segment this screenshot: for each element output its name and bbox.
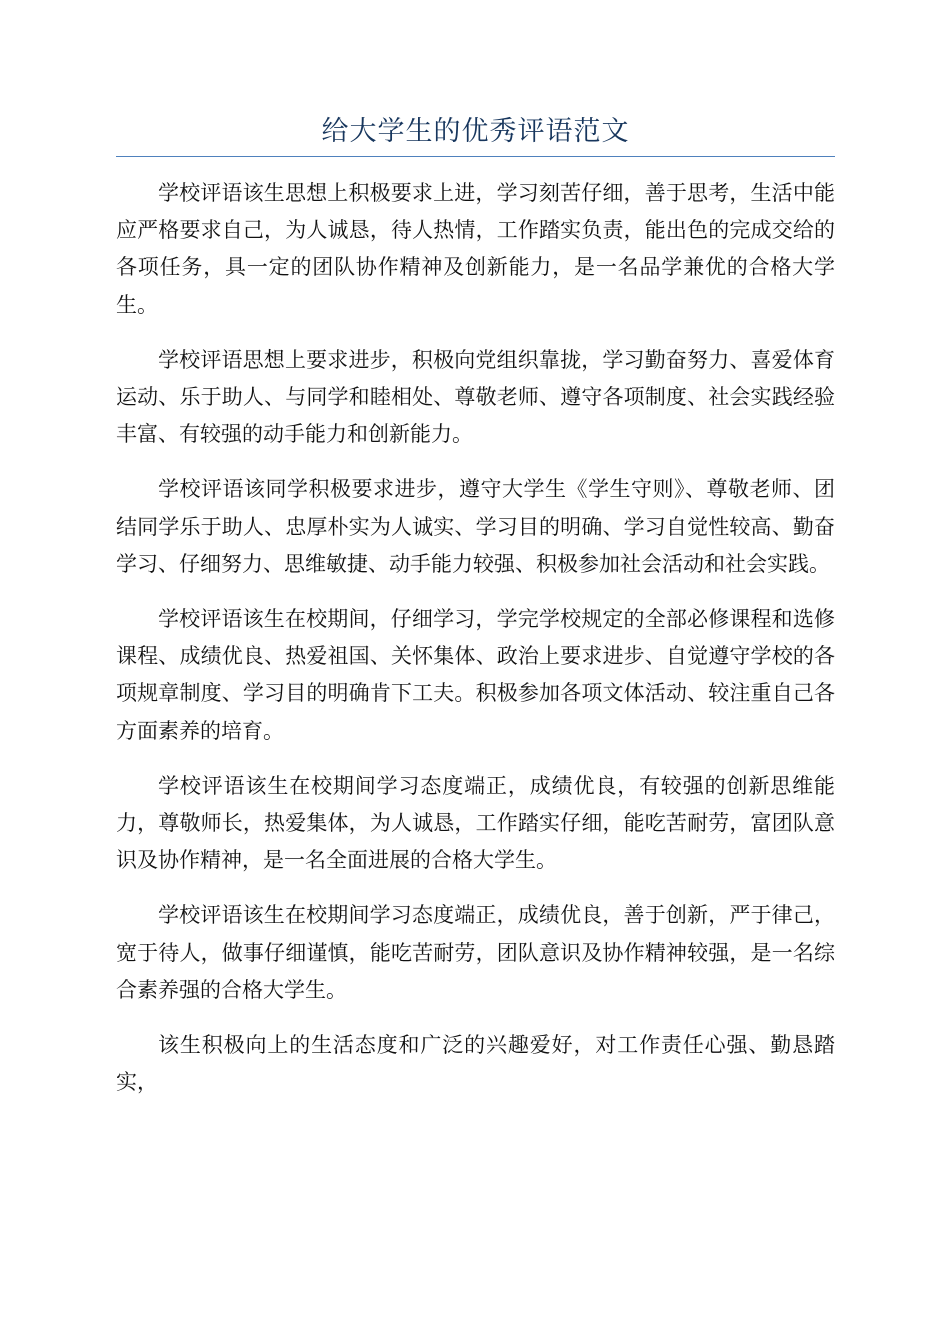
- document-title: 给大学生的优秀评语范文: [321, 116, 630, 147]
- paragraph-3: 学校评语该同学积极要求进步，遵守大学生《学生守则》、尊敬老师、团结同学乐于助人、忠厚朴实为人诚实、学习目的明确、学习自觉性较高、勤奋学习、仔细努力、思维敏捷、动手能力较强、积极参加社会活动和社会实践。: [116, 477, 835, 576]
- title-block: [116, 112, 835, 157]
- paragraph-2: 学校评语思想上要求进步，积极向党组织靠拢，学习勤奋努力、喜爱体育运动、乐于助人、与同学和睦相处、尊敬老师、遵守各项制度、社会实践经验丰富、有较强的动手能力和创新能力。: [116, 347, 835, 447]
- paragraph-6: 学校评语该生在校期间学习态度端正，成绩优良，善于创新，严于律己，宽于待人，做事仔细谨慎，能吃苦耐劳，团队意识及协作精神较强，是一名综合素养强的合格大学生。: [116, 903, 835, 1002]
- document-body: [116, 175, 835, 1119]
- paragraph-5: 学校评语该生在校期间学习态度端正，成绩优良，有较强的创新思维能力，尊敬师长，热爱集体，为人诚恳，工作踏实仔细，能吃苦耐劳，富团队意识及协作精神，是一名全面进展的合格大学生。: [116, 773, 835, 873]
- paragraph-4: 学校评语该生在校期间，仔细学习，学完学校规定的全部必修课程和选修课程、成绩优良、热爱祖国、关怀集体、政治上要求进步、自觉遵守学校的各项规章制度、学习目的明确肯下工夫。积极参加各项文体活动、较注重自己各方面素养的培育。: [116, 607, 835, 743]
- paragraph-1: 学校评语该生思想上积极要求上进，学习刻苦仔细，善于思考，生活中能应严格要求自己，为人诚恳，待人热情，工作踏实负责，能出色的完成交给的各项任务，具一定的团队协作精神及创新能力，是一名品学兼优的合格大学生。: [116, 181, 835, 317]
- paragraph-7: 该生积极向上的生活态度和广泛的兴趣爱好，对工作责任心强、勤恳踏实，: [116, 1033, 835, 1095]
